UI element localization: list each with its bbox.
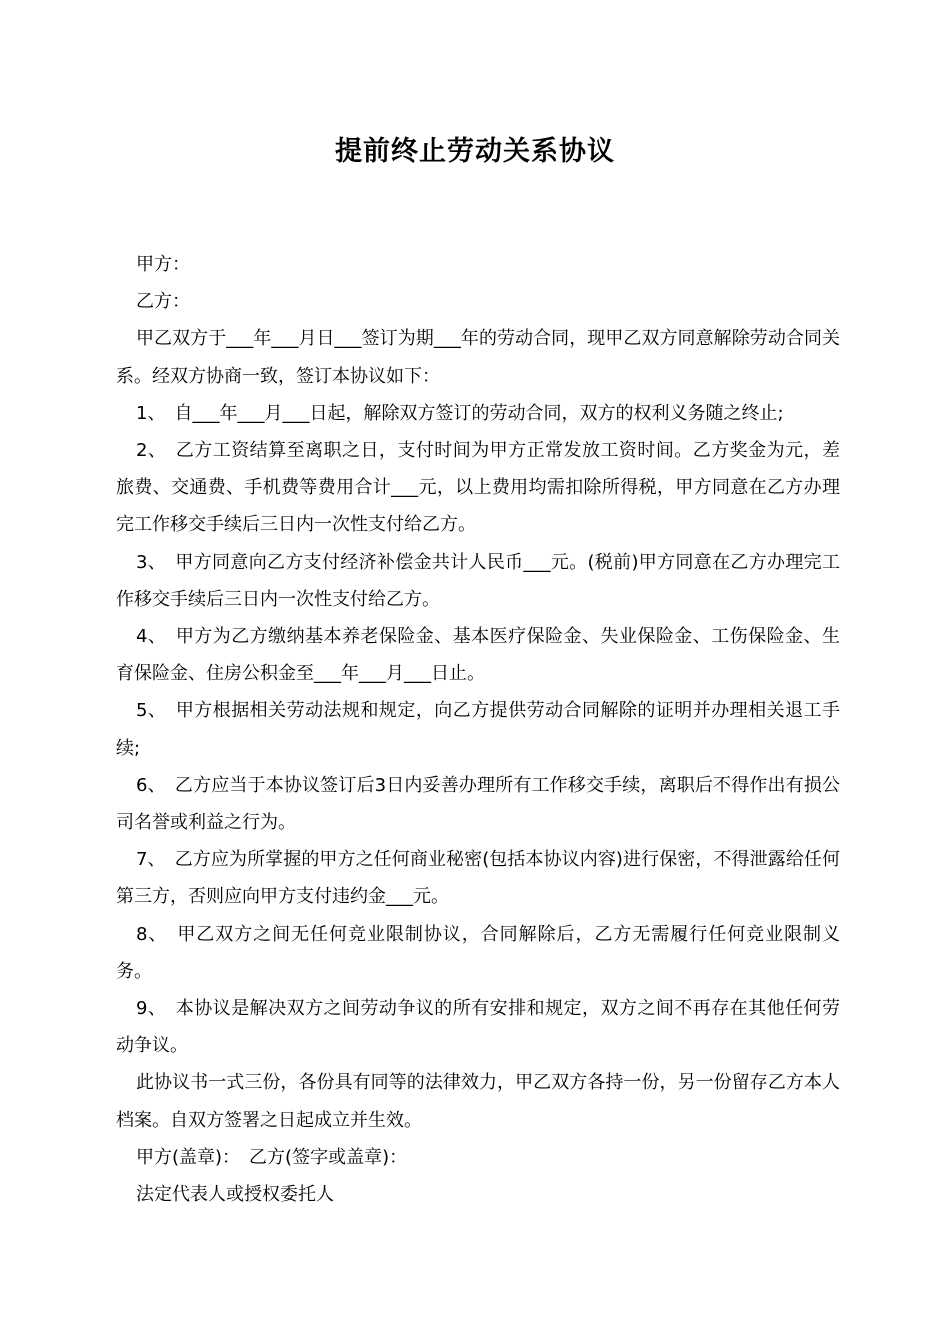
clause-2: 2、 乙方工资结算至离职之日，支付时间为甲方正常发放工资时间。乙方奖金为元，差旅费、交通费、手机费等费用合计___元，以上费用均需扣除所得税，甲方同意在乙方办理完工作移交手续后三日内一次性支付给乙方。 [116,440,840,536]
clause-9: 9、 本协议是解决双方之间劳动争议的所有安排和规定，双方之间不再存在其他任何劳动争议。 [116,998,840,1057]
document-title: 提前终止劳动关系协议 [335,136,615,167]
signature-line: 甲方(盖章)： 乙方(签字或盖章)： [136,1146,408,1168]
clause-6: 6、 乙方应当于本协议签订后3日内妥善办理所有工作移交手续，离职后不得作出有损公司名誉或利益之行为。 [116,774,840,834]
party-a-line: 甲方： [136,254,190,275]
document-body [116,246,840,1213]
intro-paragraph: 甲乙双方于___年___月日___签订为期___年的劳动合同，现甲乙双方同意解除劳动合同关系。经双方协商一致，签订本协议如下： [116,328,840,387]
clause-3: 3、 甲方同意向乙方支付经济补偿金共计人民币___元。(税前)甲方同意在乙方办理完工作移交手续后三日内一次性支付给乙方。 [116,551,840,610]
clause-1: 1、 自___年___月___日起，解除双方签订的劳动合同，双方的权利义务随之终止; [136,402,784,424]
party-b-line: 乙方： [136,291,190,313]
closing-paragraph: 此协议书一式三份，各份具有同等的法律效力，甲乙双方各持一份，另一份留存乙方本人档案。自双方签署之日起成立并生效。 [116,1072,840,1131]
clause-4: 4、 甲方为乙方缴纳基本养老保险金、基本医疗保险金、失业保险金、工伤保险金、生育保险金、住房公积金至___年___月___日止。 [116,626,840,685]
clause-7: 7、 乙方应为所掌握的甲方之任何商业秘密(包括本协议内容)进行保密，不得泄露给任何第三方，否则应向甲方支付违约金___元。 [116,849,840,908]
representative-line: 法定代表人或授权委托人 [136,1184,334,1206]
clause-8: 8、 甲乙双方之间无任何竞业限制协议，合同解除后，乙方无需履行任何竞业限制义务。 [116,923,840,982]
clause-5: 5、 甲方根据相关劳动法规和规定，向乙方提供劳动合同解除的证明并办理相关退工手续; [116,700,840,759]
